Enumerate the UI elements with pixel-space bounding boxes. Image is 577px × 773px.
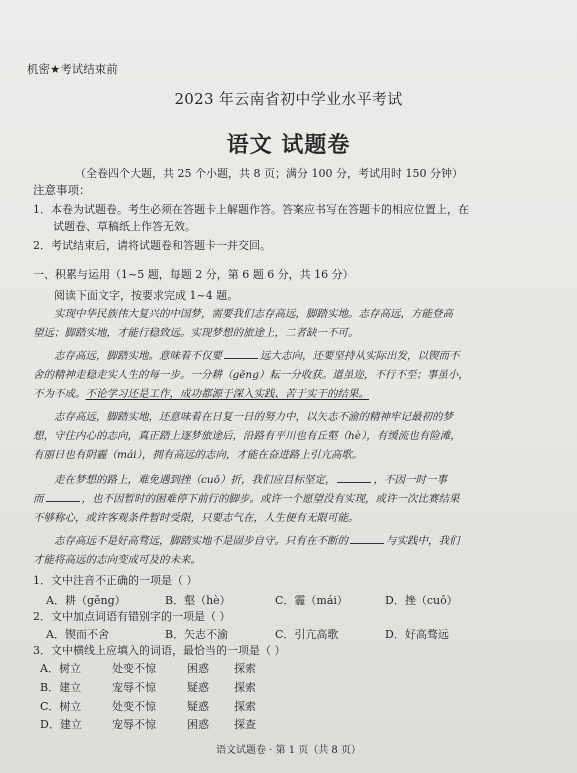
passage-text: 与实践中，我们: [386, 535, 460, 547]
passage-line: 望远；脚踏实地，才能行稳致远。实现梦想的旅途上，二者缺一不可。: [33, 327, 359, 339]
passage-line: [54, 472, 447, 487]
section-instruction: 阅读下面文字，按要求完成 1~4 题。: [54, 289, 239, 302]
page-footer: 语文试题卷 · 第 1 页（共 8 页）: [216, 745, 361, 756]
option-word: 宠辱不惊: [112, 718, 156, 731]
option-word: D．建立: [40, 718, 82, 731]
passage-text: ，不因一时一事: [373, 474, 447, 486]
passage-text: ，也不因暂时的困难停下前行的脚步。或许一个愿望没有实现，或许一次比赛结果: [81, 493, 460, 505]
question-1-option-b: B．壑（hè）: [165, 594, 231, 607]
passage-line: 想，守住内心的志向，真正踏上逐梦旅途后，沿路有平川也有丘壑（hè），有缓流也有险滩，: [33, 430, 461, 442]
question-3-stem: 3．文中横线上应填入的词语，最恰当的一项是（ ）: [33, 644, 286, 657]
question-2-option-a: A．锲而不舍: [46, 628, 109, 641]
passage-text: 走在梦想的路上，难免遇到挫（cuō）折，我们应目标坚定，: [54, 474, 336, 486]
option-word: 探查: [234, 718, 256, 731]
passage-line: 才能将高远的志向变成可及的未来。: [33, 554, 201, 566]
question-1-option-c: C．霾（mái）: [275, 594, 348, 607]
question-2-stem: 2．文中加点词语有错别字的一项是（ ）: [33, 610, 231, 623]
question-2-option-b: B．矢志不渝: [165, 628, 229, 641]
question-2-option-c: C．引亢高歌: [275, 628, 339, 641]
notice-item-1-cont: 试题卷、草稿纸上作答无效。: [53, 220, 196, 233]
passage-line: 实现中华民族伟大复兴的中国梦，需要我们志存高远，脚踏实地。志存高远，方能登高: [54, 308, 453, 320]
option-word: 困惑: [187, 718, 209, 731]
passage-line: 有丽日也有阴霾（mái），拥有高远的志向，才能在奋进路上引亢高歌。: [33, 449, 363, 461]
answer-blank: [46, 491, 80, 502]
option-word: 困惑: [187, 662, 209, 675]
option-word: B．建立: [40, 681, 82, 694]
answer-blank: [350, 533, 384, 544]
passage-line: 志存高远，脚踏实地，还意味着在日复一日的努力中，以矢志不渝的精神牢记最初的梦: [54, 411, 453, 423]
passage-line: 舍的精神走稳走实人生的每一步。一分耕（gēng）耘一分收获。道虽迩，不行不至；事虽小，: [33, 369, 469, 381]
passage-text: 不为不成。: [33, 388, 86, 400]
option-word: 探索: [234, 662, 256, 675]
passage-line: [33, 386, 369, 401]
underlined-sentence: 不论学习还是工作，成功都源于深入实践、苦于实干的结果。: [85, 388, 369, 400]
confidential-label: 机密★考试结束前: [27, 62, 118, 76]
notice-heading: 注意事项：: [33, 183, 91, 197]
passage-text: 远大志向，还要坚持从实际出发，以锲而不: [260, 350, 460, 362]
passage-text: 而: [33, 493, 44, 505]
page-title: 语文 试题卷: [226, 132, 351, 158]
exam-title: 2023 年云南省初中学业水平考试: [174, 90, 403, 108]
option-word: A．树立: [40, 662, 81, 675]
option-word: 探索: [234, 681, 256, 694]
passage-line: [33, 491, 460, 506]
option-word: C．树立: [40, 700, 82, 713]
question-1-option-a: A．耕（gēng）: [46, 594, 126, 607]
section-heading: 一、积累与运用（1~5 题，每题 2 分，第 6 题 6 分，共 16 分）: [33, 268, 354, 281]
option-word: 处变不惊: [112, 700, 156, 713]
question-1-stem: 1．文中注音不正确的一项是（ ）: [33, 574, 198, 587]
option-word: 宠辱不惊: [112, 681, 156, 694]
answer-blank: [224, 348, 258, 359]
passage-line: 不够称心，或许客观条件暂时受限，只要志气在，人生便有无限可能。: [33, 512, 359, 524]
passage-line: [54, 348, 460, 363]
passage-line: [54, 533, 460, 548]
option-word: 探索: [234, 700, 256, 713]
exam-info: （全卷四个大题，共 25 个小题，共 8 页；满分 100 分，考试用时 150 分钟）: [75, 167, 463, 180]
passage-text: 志存高远，脚踏实地。意味着不仅要: [54, 350, 222, 362]
question-2-option-d: D．好高骛远: [385, 628, 449, 641]
notice-item-2: 2．考试结束后，请将试题卷和答题卡一并交回。: [33, 239, 271, 252]
notice-item-1: 1．本卷为试题卷。考生必须在答题卡上解题作答。答案应书写在答题卡的相应位置上，在: [33, 203, 469, 216]
option-word: 处变不惊: [112, 662, 156, 675]
option-word: 疑惑: [187, 700, 209, 713]
answer-blank: [337, 472, 371, 483]
question-1-option-d: D．挫（cuō）: [385, 594, 458, 607]
option-word: 疑惑: [187, 681, 209, 694]
passage-text: 志存高远不是好高骛远，脚踏实地不是固步自守。只有在不断的: [54, 535, 348, 547]
